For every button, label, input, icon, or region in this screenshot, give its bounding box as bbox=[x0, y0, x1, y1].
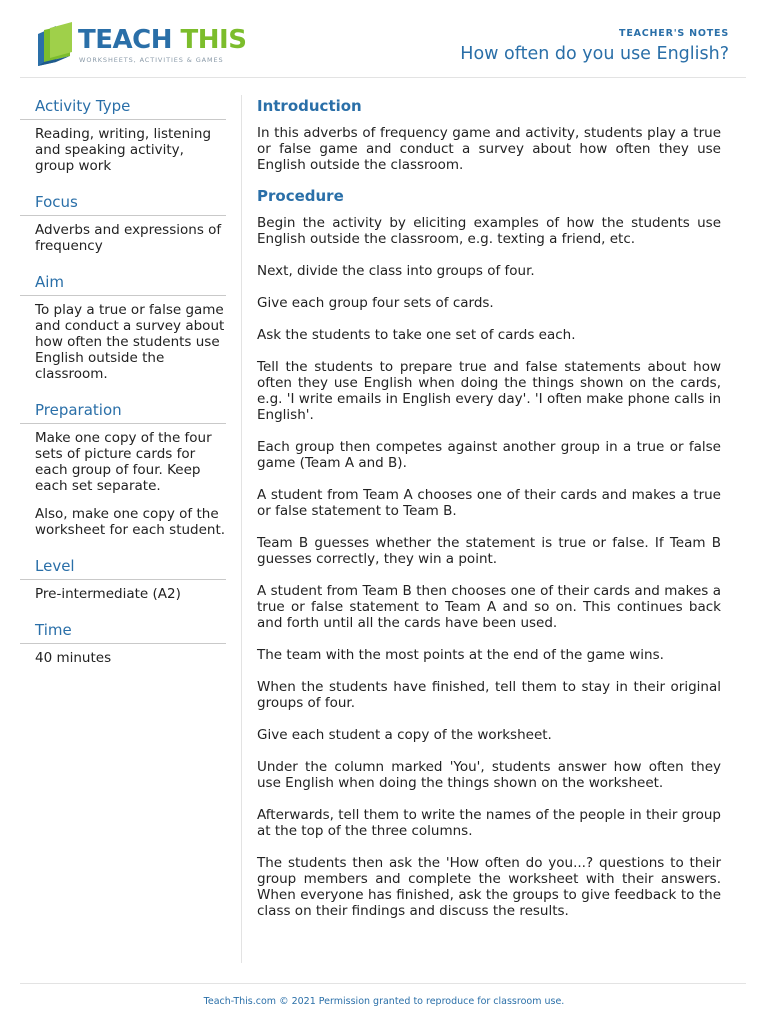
procedure-step: Ask the students to take one set of cards each. bbox=[257, 327, 576, 343]
logo-tagline: WORKSHEETS, ACTIVITIES & GAMES bbox=[79, 56, 224, 64]
procedure-step: The team with the most points at the end of the game wins. bbox=[257, 647, 664, 663]
procedure-step: Afterwards, tell them to write the names of the people in their group at the top of the three columns. bbox=[257, 807, 721, 839]
sidebar-text: Pre-intermediate (A2) bbox=[35, 586, 181, 602]
sidebar-section-time bbox=[20, 619, 226, 666]
sidebar-text: Make one copy of the four sets of picture cards for each group of four. Keep each set separate. bbox=[35, 430, 212, 494]
sidebar-heading: Level bbox=[20, 555, 226, 580]
sidebar-section-preparation bbox=[20, 399, 226, 538]
logo-wordmark: TEACH THIS bbox=[78, 25, 247, 55]
sidebar-section-focus bbox=[20, 191, 226, 254]
page-title: How often do you use English? bbox=[460, 44, 729, 64]
sidebar-heading: Time bbox=[20, 619, 226, 644]
procedure-step: Under the column marked 'You', students answer how often they use English when doing the things shown on the worksheet. bbox=[257, 759, 721, 791]
sidebar-heading: Preparation bbox=[20, 399, 226, 424]
main-content bbox=[257, 95, 721, 935]
book-logo-icon bbox=[36, 22, 74, 66]
procedure-step: Each group then competes against another group in a true or false game (Team A and B). bbox=[257, 439, 721, 471]
procedure-step: When the students have finished, tell them to stay in their original groups of four. bbox=[257, 679, 721, 711]
sidebar-text: Adverbs and expressions of frequency bbox=[35, 222, 222, 254]
procedure-step: A student from Team A chooses one of their cards and makes a true or false statement to Team B. bbox=[257, 487, 721, 519]
sidebar bbox=[20, 95, 226, 683]
procedure-step: The students then ask the 'How often do you...? questions to their group members and complete the worksheet with their answers. When everyone has finished, ask the groups to give feedback to the class on their findings and discuss the results. bbox=[257, 855, 721, 919]
sidebar-heading: Aim bbox=[20, 271, 226, 296]
procedure-heading: Procedure bbox=[257, 187, 344, 205]
sidebar-heading: Activity Type bbox=[20, 95, 226, 120]
footer-copyright: Teach-This.com © 2021 Permission granted to reproduce for classroom use. bbox=[203, 996, 565, 1007]
introduction-text: In this adverbs of frequency game and activity, students play a true or false game and conduct a survey about how often they use English outside the classroom. bbox=[257, 125, 721, 173]
header-divider bbox=[20, 77, 746, 78]
sidebar-section-aim bbox=[20, 271, 226, 382]
procedure-step: Next, divide the class into groups of four. bbox=[257, 263, 535, 279]
sidebar-section-activity-type bbox=[20, 95, 226, 174]
sidebar-text: 40 minutes bbox=[35, 650, 112, 666]
column-divider bbox=[241, 95, 242, 963]
page-header bbox=[0, 0, 768, 78]
sidebar-heading: Focus bbox=[20, 191, 226, 216]
sidebar-text: Reading, writing, listening and speaking activity, group work bbox=[35, 126, 212, 174]
footer-divider bbox=[20, 983, 746, 984]
procedure-step: Give each group four sets of cards. bbox=[257, 295, 494, 311]
introduction-heading: Introduction bbox=[257, 97, 362, 115]
procedure-step: Begin the activity by eliciting examples of how the students use English outside the classroom, e.g. texting a friend, etc. bbox=[257, 215, 721, 247]
teach-this-logo[interactable] bbox=[36, 22, 247, 70]
procedure-step: A student from Team B then chooses one of their cards and makes a true or false statement to Team A and so on. This continues back and forth until all the cards have been used. bbox=[257, 583, 721, 631]
procedure-step: Tell the students to prepare true and false statements about how often they use English when doing the things shown on the cards, e.g. 'I write emails in English every day'. 'I often make phone calls in English'. bbox=[257, 359, 721, 423]
sidebar-section-level bbox=[20, 555, 226, 602]
procedure-step: Give each student a copy of the worksheet. bbox=[257, 727, 552, 743]
teachers-notes-label: TEACHER'S NOTES bbox=[619, 28, 729, 39]
procedure-step: Team B guesses whether the statement is true or false. If Team B guesses correctly, they win a point. bbox=[257, 535, 721, 567]
sidebar-text: Also, make one copy of the worksheet for each student. bbox=[35, 506, 226, 538]
sidebar-text: To play a true or false game and conduct a survey about how often the students use English outside the classroom. bbox=[35, 302, 225, 382]
